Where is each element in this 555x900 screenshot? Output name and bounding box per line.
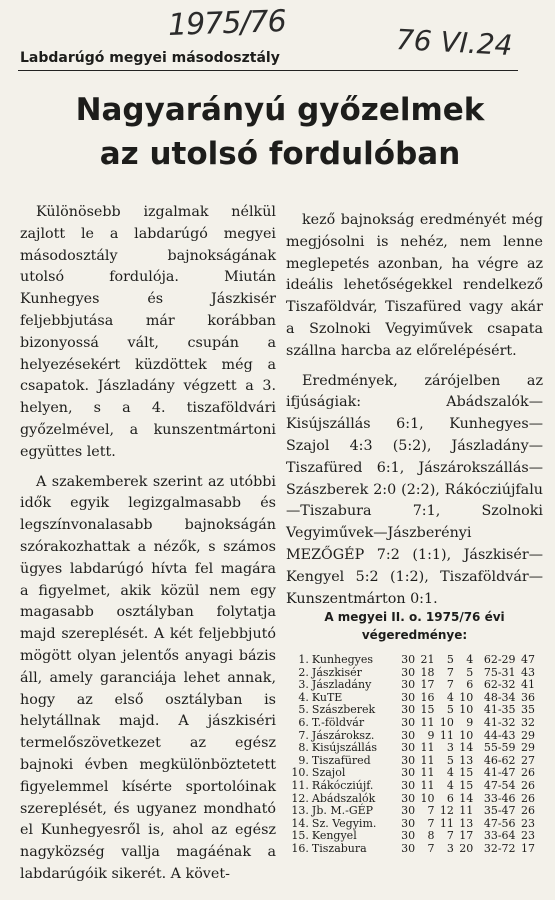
handwritten-year: 1975/76: [167, 3, 287, 44]
lost-cell: 15: [459, 766, 474, 780]
points-cell: 41: [521, 678, 535, 692]
article-column-right: [286, 210, 543, 610]
points-cell: 26: [521, 791, 535, 805]
rank-cell: 7.: [298, 728, 309, 742]
points-cell: 43: [521, 665, 535, 679]
headline-line-1: Nagyarányú győzelmek: [75, 92, 485, 128]
team-cell: Rákócziújf.: [311, 778, 374, 792]
points-cell: 29: [521, 741, 535, 755]
rank-cell: 2.: [298, 665, 309, 679]
team-cell: Abádszalók: [311, 791, 376, 805]
points-cell: 36: [521, 690, 535, 704]
table-row: [286, 843, 536, 856]
team-cell: KuTE: [311, 690, 343, 704]
goals-cell: 33-64: [483, 829, 516, 843]
lost-cell: 14: [459, 791, 474, 805]
drawn-cell: 5: [446, 753, 454, 767]
won-cell: 7: [427, 804, 435, 818]
headline: [40, 88, 520, 176]
drawn-cell: 5: [446, 703, 454, 717]
won-cell: 10: [420, 791, 435, 805]
table-row: [286, 780, 536, 793]
rank-cell: 13.: [291, 804, 309, 818]
goals-cell: 41-47: [483, 766, 516, 780]
lost-cell: 9: [466, 715, 474, 729]
drawn-cell: 7: [446, 665, 454, 679]
played-cell: 30: [401, 753, 416, 767]
table-row: [286, 654, 536, 667]
played-cell: 30: [401, 653, 416, 666]
goals-cell: 32-72: [483, 841, 516, 855]
standings-title-line-2: végeredménye:: [361, 628, 468, 642]
lost-cell: 15: [459, 778, 474, 792]
table-row: [286, 679, 536, 692]
drawn-cell: 12: [439, 804, 454, 818]
drawn-cell: 11: [439, 728, 454, 742]
played-cell: 30: [401, 665, 416, 679]
points-cell: 23: [521, 816, 535, 830]
paragraph: kező bajnokság eredményét még megjósolni is nehéz, nem lenne meglepetés azonban, ha végre az ideális lehetőségekkel rendelkező Tiszaföldvár, Tiszafüred vagy akár a Szolnoki Vegyiművek csapata szállna harcba az előrelépésért.: [286, 212, 543, 359]
rank-cell: 1.: [298, 653, 309, 666]
drawn-cell: 7: [446, 829, 454, 843]
rank-cell: 14.: [291, 816, 309, 830]
drawn-cell: 7: [446, 678, 454, 692]
rank-cell: 6.: [298, 715, 309, 729]
standings-title: [286, 608, 543, 644]
team-cell: Jb. M.-GÉP: [311, 804, 374, 818]
points-cell: 35: [521, 703, 535, 717]
goals-cell: 62-29: [483, 653, 516, 666]
goals-cell: 41-35: [483, 703, 516, 717]
points-cell: 26: [521, 778, 535, 792]
lost-cell: 6: [466, 678, 474, 692]
won-cell: 18: [420, 665, 435, 679]
rank-cell: 10.: [291, 766, 309, 780]
won-cell: 8: [427, 829, 435, 843]
headline-line-2: az utolsó fordulóban: [99, 136, 461, 172]
goals-cell: 44-43: [483, 728, 516, 742]
won-cell: 11: [420, 753, 435, 767]
team-cell: Jászladány: [311, 678, 372, 692]
played-cell: 30: [401, 678, 416, 692]
goals-cell: 46-62: [483, 753, 516, 767]
points-cell: 26: [521, 804, 535, 818]
won-cell: 9: [427, 728, 435, 742]
article-column-left: [20, 202, 276, 886]
rank-cell: 5.: [298, 703, 309, 717]
team-cell: Kengyel: [311, 829, 357, 843]
standings-title-line-1: A megyei II. o. 1975/76 évi: [324, 610, 505, 624]
won-cell: 16: [420, 690, 435, 704]
won-cell: 11: [420, 778, 435, 792]
goals-cell: 41-32: [483, 715, 516, 729]
lost-cell: 13: [459, 816, 474, 830]
won-cell: 7: [427, 816, 435, 830]
won-cell: 15: [420, 703, 435, 717]
drawn-cell: 5: [446, 653, 454, 666]
played-cell: 30: [401, 766, 416, 780]
goals-cell: 55-59: [483, 741, 516, 755]
drawn-cell: 3: [446, 741, 454, 755]
team-cell: Jászároksz.: [311, 728, 375, 742]
played-cell: 30: [401, 778, 416, 792]
won-cell: 11: [420, 741, 435, 755]
handwritten-date: 76 VI.24: [395, 22, 514, 63]
points-cell: 32: [521, 715, 535, 729]
section-title: Labdarúgó megyei másodosztály: [20, 50, 280, 66]
lost-cell: 13: [459, 753, 474, 767]
won-cell: 17: [420, 678, 435, 692]
goals-cell: 48-34: [483, 690, 516, 704]
table-row: [286, 805, 536, 818]
won-cell: 21: [420, 653, 435, 666]
team-cell: Kisújszállás: [311, 741, 378, 755]
rank-cell: 4.: [298, 690, 309, 704]
played-cell: 30: [401, 703, 416, 717]
table-row: [286, 717, 536, 730]
drawn-cell: 3: [446, 841, 454, 855]
played-cell: 30: [401, 741, 416, 755]
played-cell: 30: [401, 728, 416, 742]
drawn-cell: 6: [446, 791, 454, 805]
goals-cell: 33-46: [483, 791, 516, 805]
played-cell: 30: [401, 804, 416, 818]
played-cell: 30: [401, 715, 416, 729]
played-cell: 30: [401, 841, 416, 855]
points-cell: 26: [521, 766, 535, 780]
won-cell: 7: [427, 841, 435, 855]
paragraph: Különösebb izgalmak nélkül zajlott le a labdarúgó megyei másodosztály bajnokságának utolsó fordulója. Miután Kunhegyes és Jászkisér feljebbjutása már korábban bizonyossá vált, csupán a helyezésekért küzdöttek még a csapatok. Jászladány végzett a 3. helyen, s a 4. tiszaföldvári győzelmével, a kunszentmártoni együttes lett.: [20, 204, 276, 460]
rank-cell: 16.: [291, 841, 309, 855]
goals-cell: 75-31: [483, 665, 516, 679]
drawn-cell: 4: [446, 778, 454, 792]
rank-cell: 8.: [298, 741, 309, 755]
team-cell: Sz. Vegyim.: [311, 816, 377, 830]
table-row: [286, 742, 536, 755]
team-cell: Tiszabura: [311, 841, 367, 855]
rank-cell: 11.: [291, 778, 309, 792]
team-cell: Tiszafüred: [311, 753, 371, 767]
points-cell: 23: [521, 829, 535, 843]
lost-cell: 14: [459, 741, 474, 755]
team-cell: Szajol: [311, 766, 346, 780]
team-cell: Kunhegyes: [311, 653, 374, 666]
won-cell: 11: [420, 715, 435, 729]
goals-cell: 47-56: [483, 816, 516, 830]
lost-cell: 4: [466, 653, 474, 666]
results-paragraph: Eredmények, zárójelben az ifjúságiak: Abádszalók—Kisújszállás 6:1, Kunhegyes—Szajol 4:3 (5:2), Jászladány—Tiszafüred 6:1, Jászárokszállás—Szászberek 2:0 (2:2), Rákócziújfalu—Tiszabura 7:1, Szolnoki Vegyiművek—Jászberényi MEZŐGÉP 7:2 (1:1), Jászkisér—Kengyel 5:2 (1:2), Tiszaföldvár—Kunszentmárton 0:1.: [286, 372, 543, 607]
standings-box: [286, 608, 543, 856]
drawn-cell: 11: [439, 816, 454, 830]
points-cell: 27: [521, 753, 535, 767]
paragraph: A szakemberek szerint az utóbbi idők egyik legizgalmasabb és legszínvonalasabb bajnokságán szórakozhattak a nézők, s számos ügyes labdarúgó hívta fel magára a figyelmet, akik közül nem egy magasabb osztályban folytatja majd szereplését. A két feljebbjutó mögött olyan jelentős anyagi bázis áll, amely garanciája lehet annak, hogy az első osztályban is helytállnak majd. A jászkiséri termelőszövetkezet az egész bajnoki évben megkülönböztetett figyelemmel kísérte sportolóinak szereplését, és ugyanez mondható el Kunhegyesről is, ahol az egész nagyközség vallja magáénak a labdarúgóik sikerét. A követ-: [20, 473, 276, 882]
played-cell: 30: [401, 791, 416, 805]
rank-cell: 15.: [291, 829, 309, 843]
lost-cell: 20: [459, 841, 474, 855]
lost-cell: 5: [466, 665, 474, 679]
drawn-cell: 4: [446, 690, 454, 704]
goals-cell: 47-54: [483, 778, 516, 792]
team-cell: Jászkisér: [311, 665, 362, 679]
lost-cell: 10: [459, 703, 474, 717]
rank-cell: 9.: [298, 753, 309, 767]
team-cell: Szászberek: [311, 703, 376, 717]
lost-cell: 10: [459, 728, 474, 742]
team-cell: T.-földvár: [311, 715, 365, 729]
standings-table: [286, 654, 536, 856]
section-rule: [18, 70, 518, 71]
goals-cell: 35-47: [483, 804, 516, 818]
points-cell: 47: [521, 653, 535, 666]
lost-cell: 17: [459, 829, 474, 843]
drawn-cell: 10: [439, 715, 454, 729]
lost-cell: 11: [459, 804, 474, 818]
played-cell: 30: [401, 816, 416, 830]
goals-cell: 62-32: [483, 678, 516, 692]
won-cell: 11: [420, 766, 435, 780]
drawn-cell: 4: [446, 766, 454, 780]
points-cell: 29: [521, 728, 535, 742]
played-cell: 30: [401, 829, 416, 843]
played-cell: 30: [401, 690, 416, 704]
lost-cell: 10: [459, 690, 474, 704]
points-cell: 17: [521, 841, 535, 855]
rank-cell: 3.: [298, 678, 309, 692]
rank-cell: 12.: [291, 791, 309, 805]
